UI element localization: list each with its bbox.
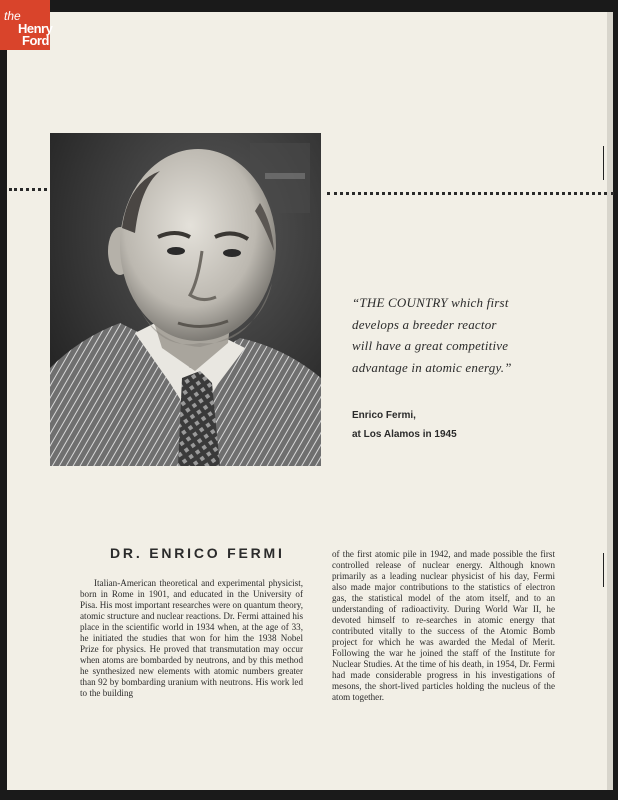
quote-line: “THE COUNTRY which first [352, 295, 509, 310]
henry-ford-logo [0, 0, 53, 50]
pull-quote [352, 292, 582, 378]
quote-line: develops a breeder reactor [352, 316, 497, 332]
margin-mark-top [603, 146, 604, 180]
dotted-rule-left [9, 188, 47, 191]
quote-line: will have a great competitive [352, 338, 509, 353]
article-column-left: Italian-American theoretical and experimental physicist, born in Rome in 1901, and educated in the University of Pisa. His most important researches were on quantum theory, atomic structure and nuclear reactions. Dr. Fermi attained his place in the scientific world in 1934 when, at the age of 33, he initiated the studies that won for him the 1938 Nobel Prize for physics. He proved that transmutation may occur when atoms are bombarded by neutrons, and by this method he synthesized new elements with atomic numbers greater than 92 by bombarding uranium with neutrons. His work led to the building [80, 578, 303, 698]
logo-the: the [4, 9, 21, 23]
article-headline: DR. ENRICO FERMI [110, 545, 285, 561]
portrait-illustration [50, 133, 321, 466]
dotted-rule-right [327, 192, 614, 195]
attribution-name: Enrico Fermi, [352, 410, 416, 421]
quote-attribution [352, 406, 457, 444]
portrait-photo [50, 133, 321, 466]
attribution-place: at Los Alamos in 1945 [352, 429, 457, 440]
logo-ford: Ford [22, 33, 49, 48]
quote-line: advantage in atomic energy.” [352, 359, 512, 375]
margin-mark-bottom [603, 553, 604, 587]
article-column-right: of the first atomic pile in 1942, and made possible the first controlled release of nuclear energy. Although known primarily as a leading nuclear physicist of his day, Fermi also made major contributions to the statistics of electron gas, the statistical model of the atom itself, and to an understanding of radioactivity. During World War II, he devoted himself to re-searches in atomic energy that contributed vitally to the success of the Atomic Bomb project for which he was awarded the Medal of Merit. Following the war he joined the staff of the Institute for Nuclear Studies. At the time of his death, in 1954, Dr. Fermi had made considerable progress in his investigations of mesons, the short-lived particles holding the nucleus of the atom together. [332, 549, 555, 702]
logo-henry: Henry [18, 21, 53, 36]
